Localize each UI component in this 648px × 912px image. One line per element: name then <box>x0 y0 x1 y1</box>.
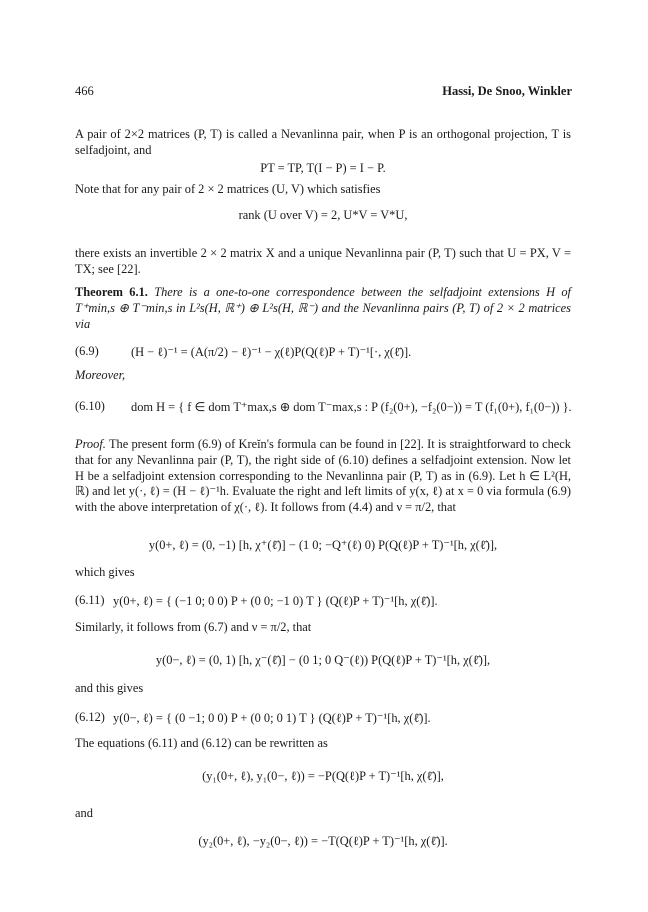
proof-paragraph <box>75 437 571 516</box>
proof-text: The present form (6.9) of Kreĭn's formula can be found in [22]. It is straightforward to check that for any Nevanlinna pair (P, T), the right side of (6.10) defines a selfadjoint extension. Now let H be a selfadjoint extension corresponding to the Nevanlinna pair (P, T) as in (6.9). Let h ∈ L²(H, ℝ) and let y(·, ℓ) = (H − ℓ)⁻¹h. Evaluate the right and left limits of y(x, ℓ) at x = 0 via formula (6.9) with the above interpretation of χ(·, ℓ). It follows from (4.4) and ν = π/2, that <box>75 437 571 515</box>
equation-rank: rank (U over V) = 2, U*V = V*U, <box>238 208 408 222</box>
equation-rewritten-2: (y₂(0+, ℓ), −y₂(0−, ℓ)) = −T(Q(ℓ)P + T)⁻¹[h, χ(ℓ̄)]. <box>198 834 448 848</box>
theorem-text: There is a one-to-one correspondence between the selfadjoint extensions H of T⁺min,s ⊕ T⁻min,s in L²s(H, ℝ⁺) ⊕ L²s(H, ℝ⁻) and the Nevanlinna pairs (P, T) of 2 × 2 matrices via <box>75 285 571 331</box>
paragraph-note: Note that for any pair of 2 × 2 matrices (U, V) which satisfies <box>75 182 381 196</box>
rewritten-text: The equations (6.11) and (6.12) can be rewritten as <box>75 736 328 750</box>
equation-6-10 <box>75 399 571 415</box>
equation-6-11 <box>75 593 571 609</box>
similarly-text: Similarly, it follows from (6.7) and ν = π/2, that <box>75 620 312 634</box>
proof-label: Proof. <box>75 437 106 451</box>
which-gives-text: which gives <box>75 565 135 579</box>
running-head: Hassi, De Snoo, Winkler <box>442 84 572 98</box>
moreover-text: Moreover, <box>75 368 126 382</box>
paragraph-nevanlinna-pair: A pair of 2×2 matrices (P, T) is called a Nevanlinna pair, when P is an orthogonal projection, T is selfadjoint, and <box>75 127 571 157</box>
equation-body: dom H = { f ∈ dom T⁺max,s ⊕ dom T⁻max,s : P (f₂(0+), −f₂(0−)) = T (f₁(0+), f₁(0−)) }. <box>131 400 572 414</box>
equation-body: (H − ℓ)⁻¹ = (A(π/2) − ℓ)⁻¹ − χ(ℓ)P(Q(ℓ)P + T)⁻¹[·, χ(ℓ̄)]. <box>131 345 412 359</box>
theorem-6-1 <box>75 285 571 332</box>
page-number: 466 <box>75 84 94 98</box>
equation-body: y(0+, ℓ) = { (−1 0; 0 0) P + (0 0; −1 0) T } (Q(ℓ)P + T)⁻¹[h, χ(ℓ̄)]. <box>113 594 438 608</box>
equation-pt-tp: PT = TP, T(I − P) = I − P. <box>260 161 386 175</box>
equation-number: (6.9) <box>75 344 99 358</box>
paragraph-invertible: there exists an invertible 2 × 2 matrix X and a unique Nevanlinna pair (P, T) such that U = PX, V = TX; see [22]. <box>75 246 571 276</box>
and-this-gives-text: and this gives <box>75 681 144 695</box>
equation-number: (6.11) <box>75 593 105 607</box>
theorem-label: Theorem 6.1. <box>75 285 148 299</box>
equation-6-9 <box>75 344 571 360</box>
equation-rewritten-1: (y₁(0+, ℓ), y₁(0−, ℓ)) = −P(Q(ℓ)P + T)⁻¹[h, χ(ℓ̄)], <box>202 769 444 783</box>
equation-number: (6.12) <box>75 710 105 724</box>
and-text: and <box>75 806 93 820</box>
equation-y-0-plus: y(0+, ℓ) = (0, −1) [h, χ⁺(ℓ̄)] − (1 0; −Q⁺(ℓ) 0) P(Q(ℓ)P + T)⁻¹[h, χ(ℓ̄)], <box>148 538 498 552</box>
equation-number: (6.10) <box>75 399 105 413</box>
equation-6-12 <box>75 710 571 726</box>
equation-y-0-minus: y(0−, ℓ) = (0, 1) [h, χ⁻(ℓ̄)] − (0 1; 0 Q⁻(ℓ)) P(Q(ℓ)P + T)⁻¹[h, χ(ℓ̄)], <box>155 653 491 667</box>
equation-body: y(0−, ℓ) = { (0 −1; 0 0) P + (0 0; 0 1) T } (Q(ℓ)P + T)⁻¹[h, χ(ℓ̄)]. <box>113 711 431 725</box>
